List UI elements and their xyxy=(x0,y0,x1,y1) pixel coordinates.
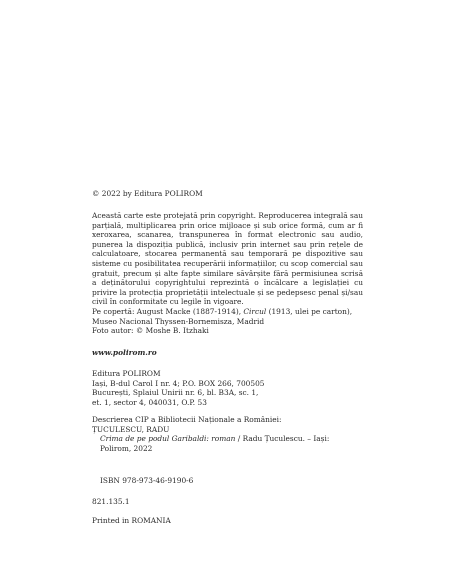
cip-author: ȚUCULESCU, RADU xyxy=(92,424,170,434)
publisher-address-1: Iași, B-dul Carol I nr. 4; P.O. BOX 266, 700505 xyxy=(92,378,265,388)
publisher-address-2: București, Splaiul Unirii nr. 6, bl. B3A, sc. 1, xyxy=(92,388,259,398)
cover-painting-prefix: Pe copertă: August Macke (1887-1914), xyxy=(92,307,244,316)
cip-description xyxy=(92,415,364,453)
cover-museum-line: Museo Nacional Thyssen-Bornemisza, Madrid xyxy=(92,316,265,326)
cip-title-rest: / Radu Țuculescu. – Iași: xyxy=(235,434,330,444)
cip-title-line-2: Polirom, 2022 xyxy=(100,443,153,453)
cip-title: Crima de pe podul Garibaldi: roman xyxy=(100,434,236,444)
printed-in: Printed in ROMANIA xyxy=(92,516,171,525)
publisher-name: Editura POLIROM xyxy=(92,369,161,378)
cip-title-line xyxy=(92,434,364,444)
classification-code: 821.135.1 xyxy=(92,497,130,506)
cover-painting-line xyxy=(92,307,364,317)
cover-painting-title: Circul xyxy=(243,307,267,316)
publisher-address xyxy=(92,369,364,407)
cover-photo-credit: Foto autor: © Moshe B. Itzhaki xyxy=(92,326,209,336)
isbn: ISBN 978-973-46-9190-6 xyxy=(100,476,194,485)
copyright-notice: © 2022 by Editura POLIROM xyxy=(92,189,203,198)
cip-heading: Descrierea CIP a Bibliotecii Naționale a României: xyxy=(92,415,282,424)
website-link[interactable]: www.polirom.ro xyxy=(92,348,157,357)
publisher-address-3: et. 1, sector 4, 040031, O.P. 53 xyxy=(92,397,207,407)
cover-painting-suffix: (1913, ulei pe carton), xyxy=(266,307,353,316)
rights-paragraph: Această carte este protejată prin copyright. Reproducerea integrală sau parțială, multiplicarea prin orice mijloace și sub orice formă, cum ar fi xeroxarea, scanarea, transpunerea în format electronic sau audio, punerea la dispoziția publică, inclusiv prin internet sau prin rețele de calculatoare, stocarea permanentă sau temporară pe dispozitive sau sisteme cu posibilitatea recuperării informațiilor, cu scop comercial sau gratuit, precum și alte fapte similare săvârșite fără permisiunea scrisă a deținătorului copyrightului reprezintă o încălcare a legislației cu privire la protecția proprietății intelectuale și se pedepsesc penal și/sau civil în conformitate cu legile în vigoare. xyxy=(92,211,363,307)
cover-credits xyxy=(92,307,364,336)
